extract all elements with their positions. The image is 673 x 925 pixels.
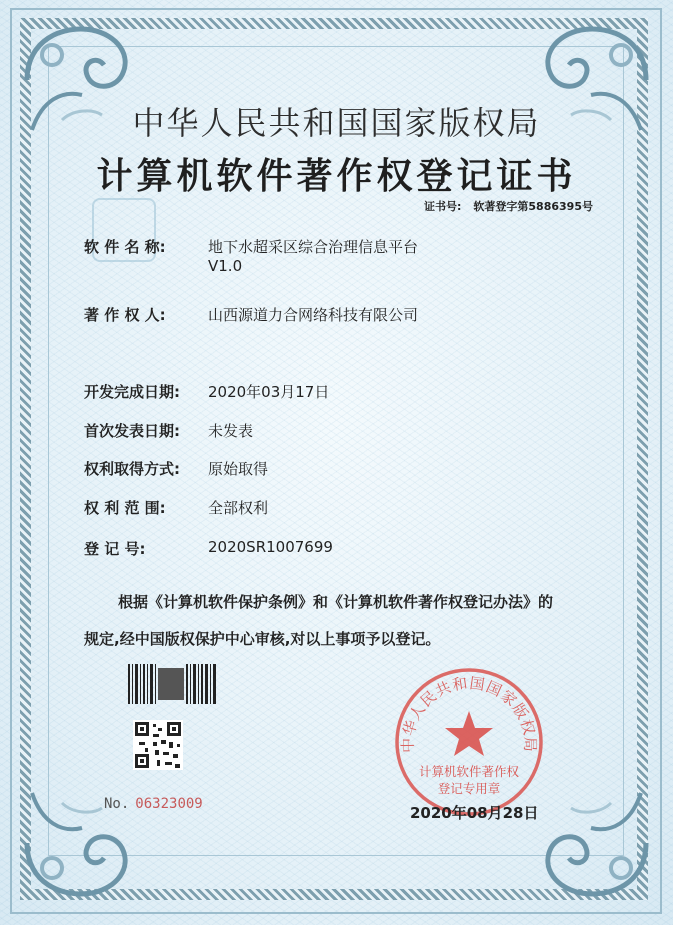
field-value [208, 236, 568, 275]
field-label: 权利取得方式: [84, 460, 180, 478]
field-registration-number [84, 538, 333, 559]
serial-prefix: No. [104, 796, 130, 812]
qr-code [133, 720, 183, 770]
seal-arc-text: 中华人民共和国国家版权局 [398, 674, 540, 753]
field-acquisition-method [84, 458, 269, 479]
legal-basis-line1: 根据《计算机软件保护条例》和《计算机软件著作权登记办法》的 [118, 593, 554, 611]
field-label: 权 利 范 围: [84, 499, 166, 517]
field-value: 2020SR1007699 [208, 538, 333, 556]
field-first-publish-date [84, 420, 254, 441]
field-label: 软 件 名 称: [84, 238, 166, 256]
field-label: 首次发表日期: [84, 422, 180, 440]
issue-date: 2020年08月28日 [410, 804, 539, 822]
legal-basis-text [84, 584, 604, 658]
field-copyright-owner [84, 304, 419, 325]
serial-number [104, 796, 203, 812]
certificate-title: 计算机软件著作权登记证书 [96, 156, 577, 197]
certificate-number [424, 198, 593, 214]
certificate-number-value: 软著登字第5886395号 [473, 200, 593, 213]
field-value: 未发表 [208, 422, 254, 440]
barcode [128, 664, 218, 704]
certificate-number-label: 证书号: [424, 200, 462, 213]
issuer-heading: 中华人民共和国国家版权局 [132, 104, 541, 142]
field-label: 登 记 号: [84, 540, 146, 558]
field-value: 原始取得 [208, 460, 269, 478]
field-dev-complete-date [84, 381, 330, 402]
legal-basis-line2: 规定,经中国版权保护中心审核,对以上事项予以登记。 [84, 630, 441, 648]
field-label: 著 作 权 人: [84, 306, 166, 324]
seal-inner-line2: 登记专用章 [437, 781, 501, 796]
field-rights-scope [84, 497, 269, 518]
field-label: 开发完成日期: [84, 383, 180, 401]
field-value: 山西源道力合网络科技有限公司 [208, 306, 419, 324]
seal-star-icon [445, 711, 493, 756]
serial-value: 06323009 [135, 796, 203, 812]
corner-ornament-bottom-right [531, 783, 651, 903]
software-name-line1: 地下水超采区综合治理信息平台 [208, 238, 419, 256]
field-software-name [84, 236, 419, 275]
seal-inner-line1: 计算机软件著作权 [418, 764, 519, 779]
field-value: 2020年03月17日 [208, 383, 330, 401]
software-name-line2: V1.0 [208, 257, 243, 275]
field-value: 全部权利 [208, 499, 269, 517]
